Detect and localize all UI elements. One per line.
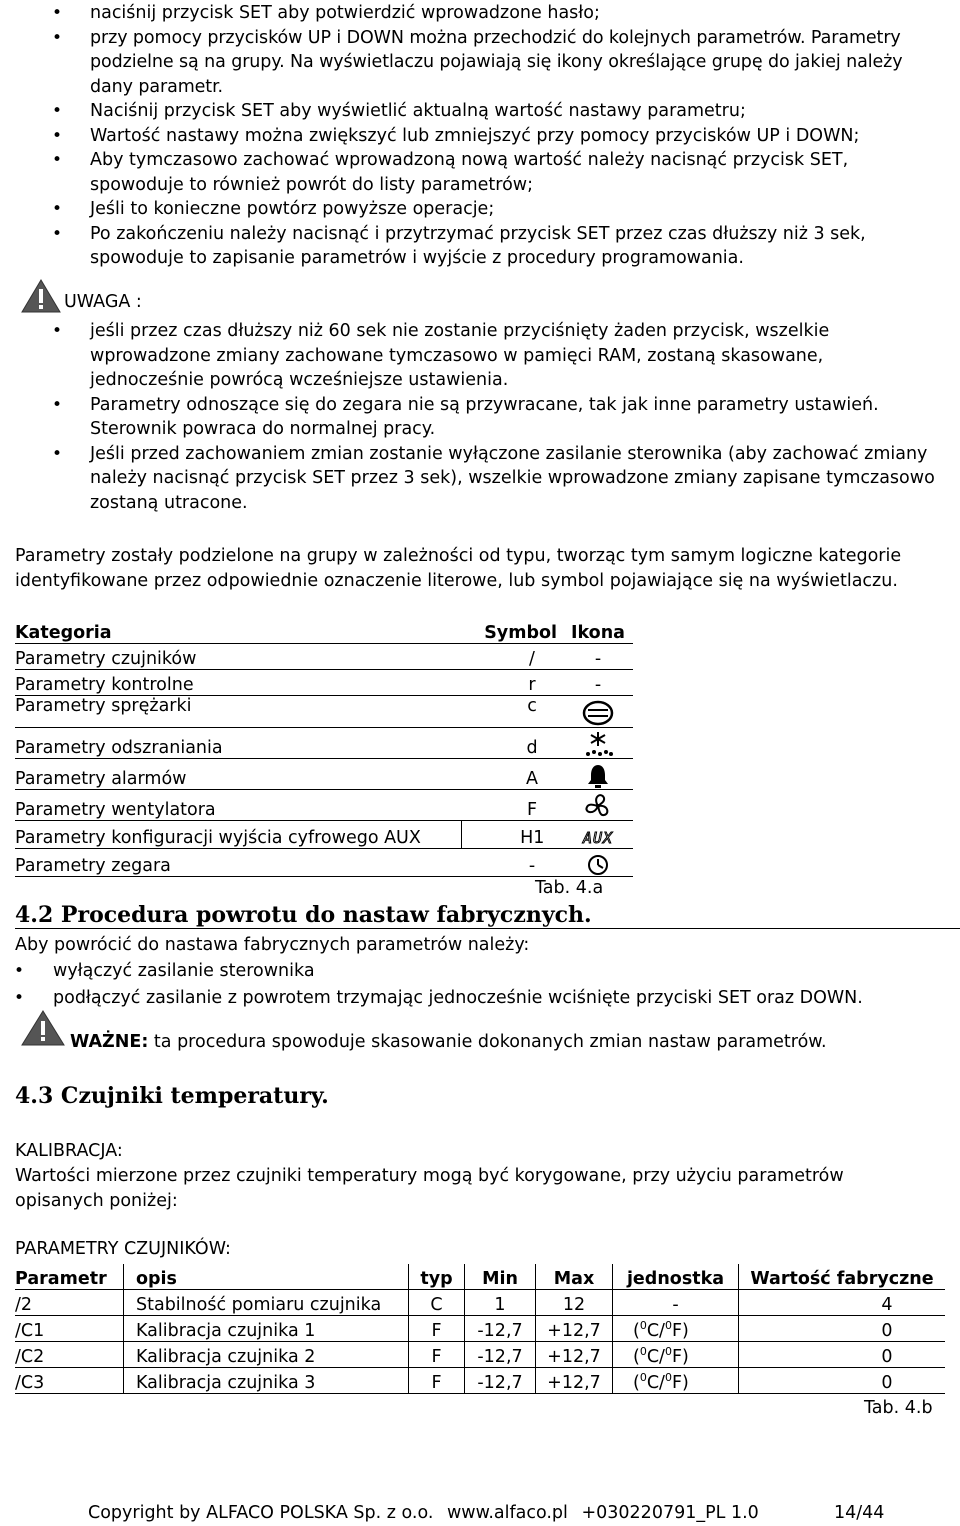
calibration-text: Wartości mierzone przez czujniki temperatury mogą być korygowane, przy użyciu parametrów opisanych poniżej: (15, 1166, 844, 1211)
table-cell: Parametry sprężarki (15, 696, 461, 728)
table-cell: F (409, 1316, 465, 1342)
table-cell: r (461, 670, 563, 696)
table-cell: 0 (739, 1368, 946, 1394)
list-item: • podłączyć zasilanie z powrotem trzymając jednocześnie wciśnięte przyciski SET oraz DOWN. (0, 986, 950, 1011)
table-cell: - (563, 670, 633, 696)
table-cell: C (409, 1290, 465, 1316)
section-heading: 4.2 Procedura powrotu do nastaw fabrycznych. (15, 902, 960, 929)
table-row (15, 728, 633, 759)
list-item: • Parametry odnoszące się do zegara nie są przywracane, tak jak inne parametry ustawień. Sterownik powraca do normalnej pracy. (0, 393, 935, 442)
table-cell (563, 821, 633, 849)
table-caption: Tab. 4.b (864, 1398, 933, 1418)
table-cell: Parametry konfiguracji wyjścia cyfrowego AUX (15, 821, 461, 849)
table-cell: ($^0$C/$^0$F) (613, 1316, 739, 1342)
table-header: Min (465, 1264, 536, 1290)
table-row (15, 790, 633, 821)
table-row (15, 644, 633, 670)
list-item: • przy pomocy przycisków UP i DOWN można przechodzić do kolejnych parametrów. Parametry podzielne są na grupy. Na wyświetlaczu pojawiają się ikony określające grupę do jakiej należy dany parametr. (0, 26, 940, 100)
table-cell: F (409, 1368, 465, 1394)
section-heading: 4.3 Czujniki temperatury. (15, 1083, 329, 1109)
warning-header (20, 278, 142, 314)
document-code: +030220791_PL 1.0 (581, 1503, 759, 1523)
unit-open: ( (633, 1321, 640, 1341)
copyright-text: Copyright by ALFACO POLSKA Sp. z o.o. (88, 1503, 434, 1523)
table-cell: +12,7 (536, 1368, 613, 1394)
table-cell: Parametry odszraniania (15, 728, 461, 759)
important-text: ta procedura spowoduje skasowanie dokonanych zmian nastaw parametrów. (148, 1032, 827, 1052)
table-cell: 12 (536, 1290, 613, 1316)
warning-triangle-icon (20, 278, 62, 314)
table-cell (563, 696, 633, 728)
table-row (15, 1368, 945, 1394)
table-cell: 1 (465, 1290, 536, 1316)
table-row (15, 1342, 945, 1368)
table-cell (563, 849, 633, 877)
table-cell: Parametry wentylatora (15, 790, 461, 821)
table-cell: H1 (461, 821, 563, 849)
table-cell: Parametry zegara (15, 849, 461, 877)
section-intro: Aby powrócić do nastawa fabrycznych parametrów należy: (15, 935, 530, 955)
alarm-bell-icon (586, 763, 610, 789)
sensor-params-table (15, 1264, 945, 1394)
table-cell: Parametry alarmów (15, 759, 461, 790)
compressor-icon (582, 699, 614, 727)
params-label: PARAMETRY CZUJNIKÓW: (15, 1239, 231, 1259)
table-cell: 4 (739, 1290, 946, 1316)
table-row (15, 759, 633, 790)
table-header: typ (409, 1264, 465, 1290)
list-item: • wyłączyć zasilanie sterownika (0, 959, 950, 984)
table-row (15, 1290, 945, 1316)
table-cell: F (461, 790, 563, 821)
table-cell: - (613, 1290, 739, 1316)
table-cell: -12,7 (465, 1368, 536, 1394)
table-header: Parametr (15, 1264, 124, 1290)
table-cell (563, 728, 633, 759)
table-row (15, 670, 633, 696)
table-cell: d (461, 728, 563, 759)
table-header: Kategoria (15, 618, 461, 644)
list-item: • Jeśli to konieczne powtórz powyższe operacje; (0, 197, 940, 222)
table-cell: 0 (739, 1342, 946, 1368)
table-cell: /C2 (15, 1342, 124, 1368)
table-cell: / (461, 644, 563, 670)
table-header: Max (536, 1264, 613, 1290)
table-header: jednostka (613, 1264, 739, 1290)
clock-icon (586, 854, 610, 876)
aux-icon: AUX (582, 829, 614, 847)
list-item: • Aby tymczasowo zachować wprowadzoną nową wartość należy nacisnąć przycisk SET, spowoduje to również powrót do listy parametrów; (0, 148, 940, 197)
categories-table (15, 618, 633, 877)
warning-label: UWAGA : (64, 292, 142, 312)
table-header: opis (124, 1264, 409, 1290)
table-cell: ($^0$C/$^0$F) (613, 1368, 739, 1394)
important-label: WAŻNE: (70, 1032, 149, 1052)
table-cell: - (563, 644, 633, 670)
warning-list (0, 319, 935, 515)
table-caption: Tab. 4.a (535, 878, 604, 898)
table-header: Ikona (563, 618, 633, 644)
table-cell: +12,7 (536, 1316, 613, 1342)
table-cell: /C1 (15, 1316, 124, 1342)
table-cell: Kalibracja czujnika 2 (124, 1342, 409, 1368)
list-item: • Wartość nastawy można zwiększyć lub zmniejszyć przy pomocy przycisków UP i DOWN; (0, 124, 940, 149)
page-footer (88, 1503, 888, 1523)
table-cell (563, 759, 633, 790)
table-cell: /2 (15, 1290, 124, 1316)
groups-paragraph: Parametry zostały podzielone na grupy w zależności od typu, tworząc tym samym logiczne kategorie identyfikowane przez odpowiednie oznaczenie literowe, lub symbol pojawiające się na wyświetlaczu. (15, 546, 902, 591)
table-cell: -12,7 (465, 1342, 536, 1368)
table-header: Symbol (461, 618, 563, 644)
table-cell: c (461, 696, 563, 728)
page-number: 14/44 (834, 1503, 885, 1523)
list-item: • naciśnij przycisk SET aby potwierdzić wprowadzone hasło; (0, 1, 940, 26)
table-cell: Parametry kontrolne (15, 670, 461, 696)
table-cell (563, 790, 633, 821)
table-cell: Kalibracja czujnika 3 (124, 1368, 409, 1394)
list-item: • Naciśnij przycisk SET aby wyświetlić aktualną wartość nastawy parametru; (0, 99, 940, 124)
table-row (15, 821, 633, 849)
table-cell: Kalibracja czujnika 1 (124, 1316, 409, 1342)
website-link[interactable]: www.alfaco.pl (446, 1503, 568, 1523)
table-header: Wartość fabryczne (739, 1264, 946, 1290)
table-cell: 0 (739, 1316, 946, 1342)
list-item: • jeśli przez czas dłuższy niż 60 sek nie zostanie przyciśnięty żaden przycisk, wszelkie wprowadzone zmiany zachowane tymczasowo w pamięci RAM, zostaną skasowane, jednocześnie powrócą wcześniejsze ustawienia. (0, 319, 935, 393)
reset-steps-list (0, 959, 950, 1010)
fan-icon (582, 792, 614, 820)
table-cell: F (409, 1342, 465, 1368)
instructions-list (0, 1, 940, 271)
table-cell: Parametry czujników (15, 644, 461, 670)
defrost-icon (582, 730, 614, 758)
table-row (15, 696, 633, 728)
table-cell: A (461, 759, 563, 790)
table-cell: ($^0$C/$^0$F) (613, 1342, 739, 1368)
list-item: • Po zakończeniu należy nacisnąć i przytrzymać przycisk SET przez czas dłuższy niż 3 sek, spowoduje to zapisanie parametrów i wyjście z procedury programowania. (0, 222, 940, 271)
list-item: • Jeśli przed zachowaniem zmian zostanie wyłączone zasilanie sterownika (aby zachować zmiany należy nacisnąć przycisk SET przez 3 sek), wszelkie wprowadzone zmiany zapisane tymczasowo zostaną utracone. (0, 442, 935, 516)
calibration-label: KALIBRACJA: (15, 1141, 123, 1161)
table-cell: Stabilność pomiaru czujnika (124, 1290, 409, 1316)
table-cell: +12,7 (536, 1342, 613, 1368)
table-row (15, 849, 633, 877)
table-cell: - (461, 849, 563, 877)
important-note (20, 1009, 950, 1052)
table-row (15, 1316, 945, 1342)
table-cell: /C3 (15, 1368, 124, 1394)
warning-triangle-icon (20, 1009, 66, 1047)
table-cell: -12,7 (465, 1316, 536, 1342)
